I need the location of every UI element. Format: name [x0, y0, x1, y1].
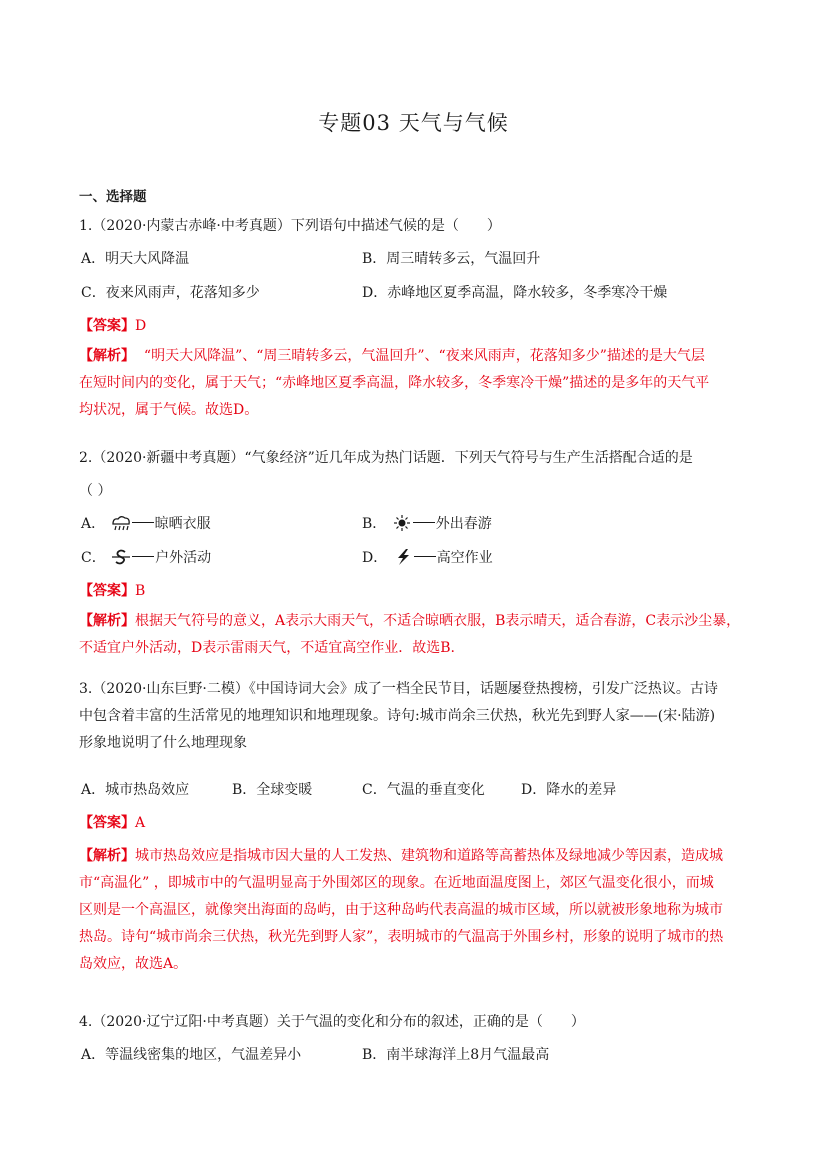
q1-analysis-line-2: 在短时间内的变化，属于天气；“赤峰地区夏季高温，降水较多，冬季寒冷干燥”描述的是多年的天气平: [79, 375, 710, 391]
q4-option-a: A．等温线密集的地区，气温差异小: [81, 1047, 302, 1063]
q1-option-b: B．周三晴转多云，气温回升: [362, 251, 541, 267]
question-1-stem: 1.（2020·内蒙古赤峰·中考真题）下列语句中描述气候的是（ ）: [79, 218, 501, 234]
q2-analysis-line-2: 不适宜户外活动，D表示雷雨天气，不适宜高空作业．故选B.: [79, 640, 455, 656]
q2-analysis-line-1: 【解析】根据天气符号的意义，A表示大雨天气，不适合晾晒衣服，B表示晴天，适合春游，C表示沙尘暴，: [79, 613, 741, 629]
q3-option-d: D．降水的差异: [521, 782, 617, 798]
sandstorm-icon: [110, 549, 132, 565]
q2-option-b-text: 外出春游: [435, 516, 492, 532]
section-heading: 一、选择题: [79, 189, 147, 205]
analysis-label: 【解析】: [79, 348, 135, 364]
question-2-stem-line-1: 2.（2020·新疆中考真题）“气象经济”近几年成为热门话题．下列天气符号与生产生活搭配合适的是: [79, 450, 693, 466]
q4-option-b: B．南半球海洋上8月气温最高: [362, 1047, 550, 1063]
question-2-stem-line-2: （ ）: [79, 483, 112, 499]
q3-option-b: B．全球变暖: [232, 782, 313, 798]
q1-analysis-line-3: 均状况，属于气候。故选D。: [79, 402, 259, 418]
q1-analysis-line-1: 【解析】 “明天大风降温”、“周三晴转多云，气温回升”、“夜来风雨声，花落知多少”描述的是大气层: [79, 348, 705, 364]
q2-option-d: D． 高空作业: [362, 550, 493, 566]
q3-analysis: [79, 843, 769, 978]
q3-option-a: A．城市热岛效应: [81, 782, 190, 798]
q2-option-b: B． 外出春游: [362, 516, 492, 532]
q3-analysis-line-5: 岛效应，故选A。: [79, 956, 188, 972]
q2-answer: 【答案】B: [79, 583, 146, 599]
q2-option-a-text: 晾晒衣服: [154, 516, 211, 532]
q2-answer-value: B: [135, 583, 146, 599]
sunny-icon: [391, 515, 413, 531]
answer-label: 【答案】: [79, 318, 135, 334]
q1-answer-value: D: [135, 318, 147, 334]
q3-option-c: C．气温的垂直变化: [362, 782, 485, 798]
q1-option-c: C．夜来风雨声，花落知多少: [81, 285, 260, 301]
q3-stem-line-2: 中包含着丰富的生活常见的地理知识和地理现象。诗句:城市尚余三伏热，秋光先到野人家——(宋·陆游): [79, 708, 716, 724]
q3-answer: 【答案】A: [79, 815, 146, 831]
question-3-stem: [79, 676, 769, 757]
q3-answer-value: A: [135, 815, 146, 831]
page-title: 专题03 天气与气候: [318, 111, 509, 135]
q2-option-d-text: 高空作业: [436, 550, 493, 566]
q3-analysis-line-1: 【解析】城市热岛效应是指城市因大量的人工发热、建筑物和道路等高蓄热体及绿地减少等因素，造成城: [79, 848, 723, 864]
q1-option-a: A．明天大风降温: [81, 251, 190, 267]
q3-analysis-line-3: 区则是一个高温区，就像突出海面的岛屿，由于这种岛屿代表高温的城市区域，所以就被形象地称为城市: [79, 902, 723, 918]
q3-analysis-line-2: 市“高温化” ，即城市中的气温明显高于外围郊区的现象。在近地面温度图上，郊区气温变化很小，而城: [79, 875, 714, 891]
q1-analysis: [79, 343, 769, 424]
q1-option-d: D．赤峰地区夏季高温，降水较多，冬季寒冷干燥: [362, 285, 668, 301]
q2-option-c: C． 户外活动: [81, 550, 212, 566]
q3-analysis-line-4: 热岛。诗句“城市尚余三伏热，秋光先到野人家”，表明城市的气温高于外围乡村，形象的说明了城市的热: [79, 929, 724, 945]
thunderstorm-icon: [392, 549, 414, 565]
q3-stem-line-1: 3.（2020·山东巨野·二模）《中国诗词大会》成了一档全民节目，话题屡登热搜榜，引发广泛热议。古诗: [79, 681, 718, 697]
heavy-rain-icon: [110, 515, 132, 531]
q2-analysis: [79, 608, 769, 662]
q3-stem-line-3: 形象地说明了什么地理现象: [79, 735, 247, 751]
q2-option-a: A． 晾晒衣服: [81, 516, 211, 532]
q2-option-c-text: 户外活动: [155, 550, 212, 566]
q1-answer: [79, 316, 146, 336]
question-4-stem: 4.（2020·辽宁辽阳·中考真题）关于气温的变化和分布的叙述，正确的是（ ）: [79, 1014, 585, 1030]
